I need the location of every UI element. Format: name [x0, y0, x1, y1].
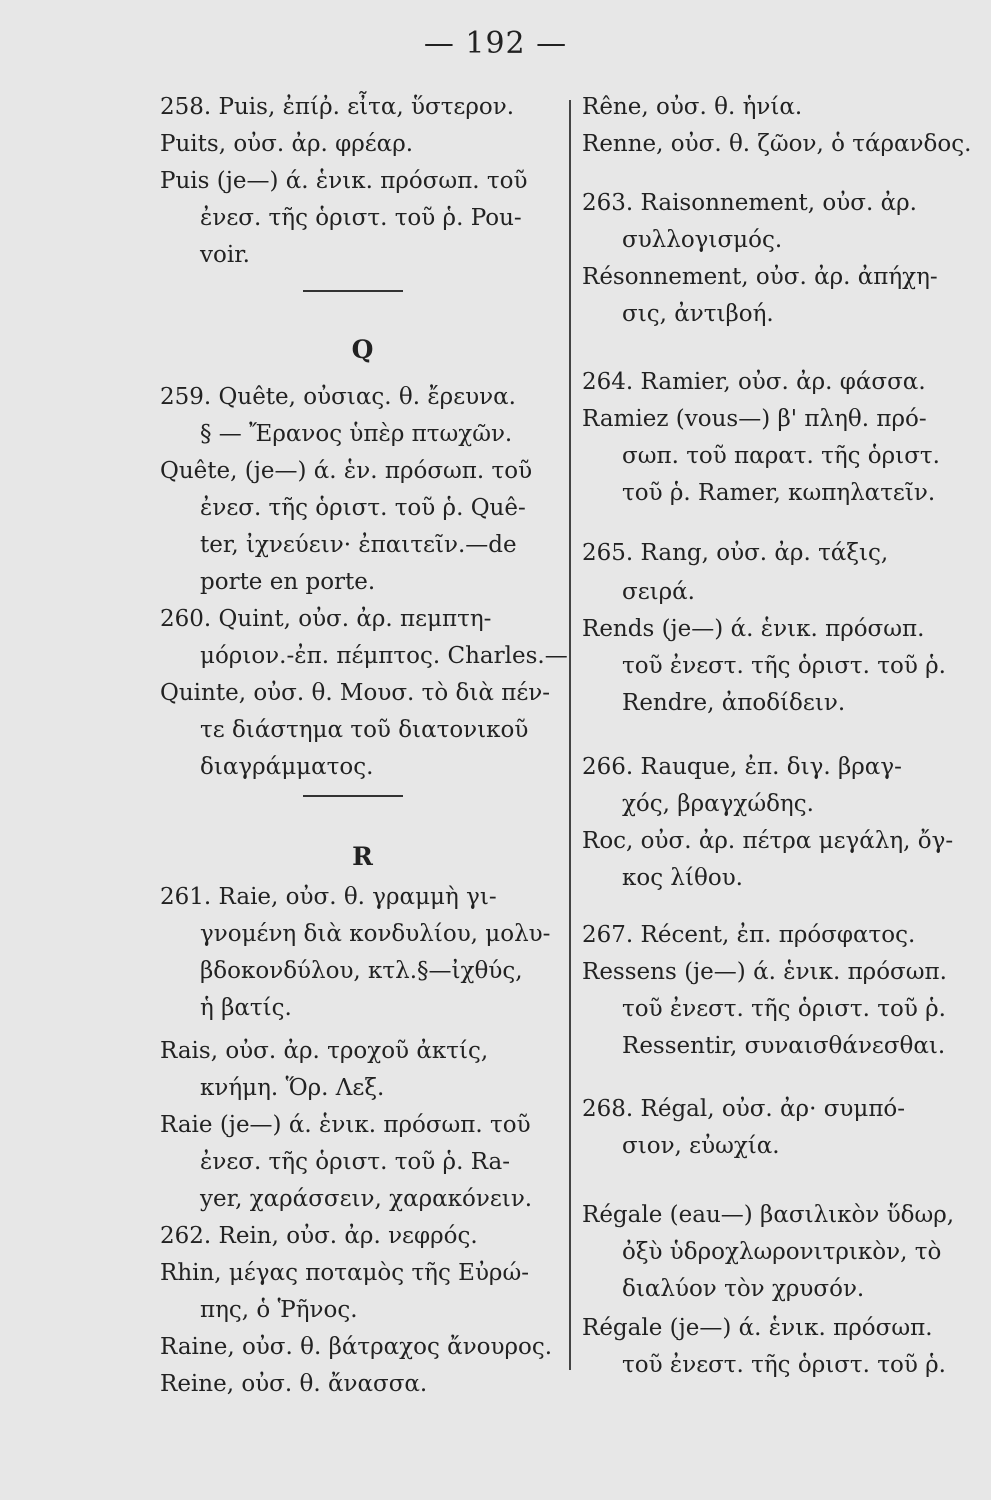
entry-line: μόριον.-ἐπ. πέμπτος. Charles.— — [200, 643, 568, 669]
entry-line: τοῦ ἐνεστ. τῆς ὁριστ. τοῦ ῥ. — [622, 1352, 946, 1378]
entry-line: Reine, οὐσ. θ. ἄνασσα. — [160, 1371, 428, 1397]
entry-line: Renne, οὐσ. θ. ζῶον, ὁ τάρανδος. — [582, 131, 972, 157]
entry-line: Régale (eau—) βασιλικὸν ὕδωρ, — [582, 1202, 955, 1228]
entry-line: Rendre, ἀποδίδειν. — [622, 690, 846, 716]
entry-line: τοῦ ῥ. Ramer, κωπηλατεῖν. — [622, 480, 936, 506]
entry-line: σειρά. — [622, 579, 695, 605]
entry-line: ἐνεσ. τῆς ὁριστ. τοῦ ῥ. Pou- — [200, 205, 522, 231]
entry-line: Régale (je—) ά. ἑνικ. πρόσωπ. — [582, 1315, 933, 1341]
entry-line: συλλογισμός. — [622, 227, 783, 253]
section-separator — [303, 290, 403, 292]
entry-line: διαγράμματος. — [200, 754, 374, 780]
entry-line: Quinte, οὐσ. θ. Μουσ. τὸ διὰ πέν- — [160, 680, 551, 706]
entry-line: 263. Raisonnement, οὐσ. ἀρ. — [582, 190, 917, 216]
entry-line: Puits, οὐσ. ἀρ. φρέαρ. — [160, 131, 414, 157]
column-divider — [569, 100, 571, 1370]
entry-line: χός, βραγχώδης. — [622, 791, 814, 817]
entry-line: σις, ἀντιβοή. — [622, 301, 774, 327]
section-letter: Q — [351, 335, 374, 364]
entry-line: Rais, οὐσ. ἀρ. τροχοῦ ἀκτίς, — [160, 1038, 489, 1064]
entry-line: 264. Ramier, οὐσ. ἀρ. φάσσα. — [582, 369, 926, 395]
entry-line: Ramiez (vous—) β' πληθ. πρό- — [582, 406, 927, 432]
entry-line: ἐνεσ. τῆς ὁριστ. τοῦ ῥ. Ra- — [200, 1149, 511, 1175]
entry-line: Rends (je—) ά. ἑνικ. πρόσωπ. — [582, 616, 925, 642]
entry-line: ὀξὺ ὑδροχλωρονιτρικὸν, τὸ — [622, 1239, 942, 1265]
entry-line: ter, ἰχνεύειν· ἐπαιτεῖν.—de — [200, 532, 517, 558]
entry-line: Rêne, οὐσ. θ. ἡνία. — [582, 94, 803, 120]
entry-line: 261. Raie, οὐσ. θ. γραμμὴ γι- — [160, 884, 497, 910]
entry-line: γνομένη διὰ κονδυλίου, μολυ- — [200, 921, 551, 947]
entry-line: 266. Rauque, ἐπ. διγ. βραγ- — [582, 754, 902, 780]
entry-line: τοῦ ἐνεστ. τῆς ὁριστ. τοῦ ῥ. — [622, 653, 946, 679]
entry-line: voir. — [200, 242, 250, 268]
section-letter: R — [352, 842, 373, 871]
entry-line: Quête, (je—) ά. ἑν. πρόσωπ. τοῦ — [160, 458, 533, 484]
entry-line: Puis (je—) ά. ἑνικ. πρόσωπ. τοῦ — [160, 168, 528, 194]
entry-line: porte en porte. — [200, 569, 376, 595]
entry-line: Ressens (je—) ά. ἑνικ. πρόσωπ. — [582, 959, 947, 985]
entry-line: 265. Rang, οὐσ. ἀρ. τάξις, — [582, 540, 889, 566]
entry-line: § — Ἔρανος ὑπὲρ πτωχῶν. — [200, 421, 513, 447]
entry-line: 260. Quint, οὐσ. ἀρ. πεμπτη- — [160, 606, 492, 632]
entry-line: 258. Puis, ἐπίῤ. εἶτα, ὕστερον. — [160, 94, 515, 120]
entry-line: διαλύον τὸν χρυσόν. — [622, 1276, 865, 1302]
entry-line: Raie (je—) ά. ἑνικ. πρόσωπ. τοῦ — [160, 1112, 531, 1138]
entry-line: 267. Récent, ἐπ. πρόσφατος. — [582, 922, 916, 948]
entry-line: βδοκονδύλου, κτλ.§—ἰχθύς, — [200, 958, 523, 984]
section-separator — [303, 795, 403, 797]
entry-line: ἐνεσ. τῆς ὁριστ. τοῦ ῥ. Quê- — [200, 495, 526, 521]
entry-line: Résonnement, οὐσ. ἀρ. ἀπήχη- — [582, 264, 938, 290]
entry-line: ἡ βατίς. — [200, 995, 292, 1021]
entry-line: Ressentir, συναισθάνεσθαι. — [622, 1033, 946, 1059]
entry-line: σωπ. τοῦ παρατ. τῆς ὁριστ. — [622, 443, 940, 469]
entry-line: Rhin, μέγας ποταμὸς τῆς Εὐρώ- — [160, 1260, 529, 1286]
entry-line: σιον, εὐωχία. — [622, 1133, 780, 1159]
entry-line: κος λίθου. — [622, 865, 743, 891]
entry-line: Raine, οὐσ. θ. βάτραχος ἄνουρος. — [160, 1334, 553, 1360]
entry-line: 262. Rein, οὐσ. ἀρ. νεφρός. — [160, 1223, 478, 1249]
entry-line: Roc, οὐσ. ἀρ. πέτρα μεγάλη, ὄγ- — [582, 828, 954, 854]
entry-line: 259. Quête, οὐσιας. θ. ἔρευνα. — [160, 384, 516, 410]
entry-line: τε διάστημα τοῦ διατονικοῦ — [200, 717, 529, 743]
page-number: — 192 — — [423, 26, 568, 61]
entry-line: κνήμη. Ὅρ. Λεξ. — [200, 1075, 385, 1101]
entry-line: yer, χαράσσειν, χαρακόνειν. — [200, 1186, 533, 1212]
entry-line: 268. Régal, οὐσ. ἀρ· συμπό- — [582, 1096, 906, 1122]
entry-line: πης, ὁ Ῥῆνος. — [200, 1297, 358, 1323]
entry-line: τοῦ ἐνεστ. τῆς ὁριστ. τοῦ ῥ. — [622, 996, 946, 1022]
